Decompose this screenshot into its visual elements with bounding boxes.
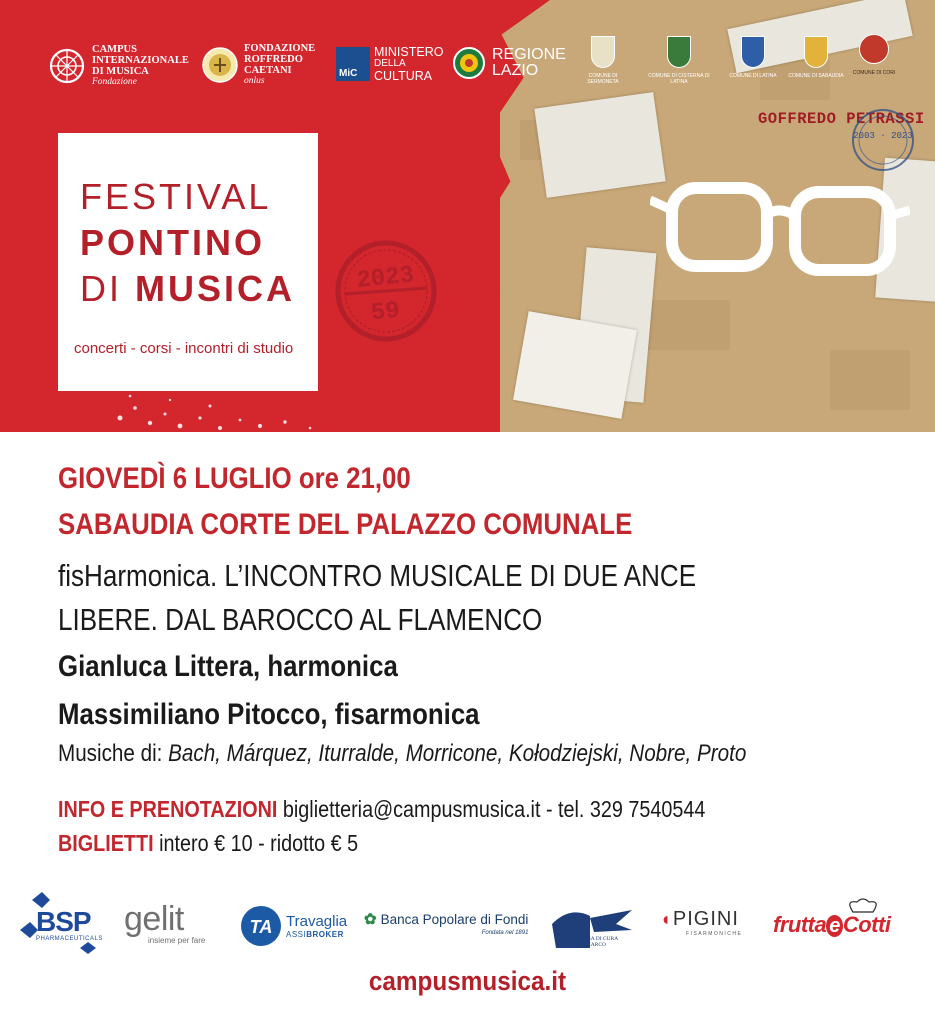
- festival-line2: PONTINO: [80, 222, 266, 263]
- regione-lazio-emblem-icon: [452, 46, 486, 80]
- ministero-line3: CULTURA: [374, 69, 433, 83]
- petrassi-name: GOFFREDO PETRASSI: [758, 110, 925, 128]
- stamp-year: 2023: [355, 262, 416, 295]
- caetani-logo: [202, 43, 315, 87]
- gelit-sub: insieme per fare: [148, 936, 206, 945]
- tickets-prices: intero € 10 - ridotto € 5: [153, 830, 359, 856]
- glasses-cutout: [650, 170, 910, 300]
- cisterna-crest-icon: [667, 36, 691, 68]
- tickets-label: BIGLIETTI: [58, 830, 154, 856]
- sponsor-travaglia: TA Travaglia ASSIBROKER: [240, 905, 347, 947]
- event-title-line1: fisHarmonica. L’INCONTRO MUSICALE DI DUE ANCE: [58, 558, 697, 593]
- pigini-logo-icon: ◖: [660, 909, 671, 929]
- banca-leaf-icon: ✿: [364, 911, 377, 928]
- frutta-word: frutta: [773, 912, 827, 937]
- festival-line3: DI MUSICA: [80, 268, 296, 309]
- info-contact: biglietteria@campusmusica.it - tel. 329 7540544: [277, 796, 706, 822]
- sermoneta-crest-icon: [591, 36, 615, 68]
- mic-icon: MiC: [336, 47, 370, 81]
- svg-text:TA: TA: [249, 917, 273, 937]
- edition-stamp: [333, 238, 439, 344]
- pigini-name: PIGINI: [672, 908, 739, 930]
- petrassi-years: 2003 · 2023: [853, 131, 913, 141]
- event-date: GIOVEDÌ 6 LUGLIO ore 21,00: [58, 462, 411, 495]
- ministero-line2: DELLA: [374, 58, 406, 69]
- festival-line1: FESTIVAL: [80, 176, 272, 217]
- regione-line1: REGIONE: [492, 46, 566, 63]
- gelit-name: gelit: [124, 900, 184, 938]
- comune-cori: COMUNE DI CORI: [848, 34, 900, 76]
- cori-crest-icon: [859, 34, 889, 64]
- campus-logo-line1: CAMPUS: [92, 44, 137, 55]
- cotti-word: Cotti: [842, 912, 891, 937]
- caetani-emblem-icon: [202, 45, 238, 85]
- sponsor-gelit: [124, 902, 205, 945]
- music-label: Musiche di:: [58, 740, 169, 767]
- comune-latina: COMUNE DI LATINA: [726, 36, 780, 79]
- sponsor-pigini: [660, 908, 742, 937]
- bsp-sub: PHARMACEUTICALS: [36, 936, 103, 942]
- campus-logo-line2: INTERNAZIONALE: [92, 55, 189, 66]
- sponsor-bsp: [20, 892, 110, 956]
- frutta-e: e: [826, 915, 843, 937]
- casa-line1: CASA DI CURA: [580, 936, 619, 942]
- banca-sub: Fondata nel 1891: [481, 930, 529, 936]
- comune-sabaudia: COMUNE DI SABAUDIA: [787, 36, 845, 79]
- campus-logo-sub: Fondazione: [92, 77, 137, 87]
- caetani-logo-line2: ROFFREDO: [244, 54, 303, 65]
- ministero-line1: MINISTERO: [374, 45, 444, 59]
- sponsor-banca-fondi: [364, 910, 528, 936]
- event-venue: SABAUDIA CORTE DEL PALAZZO COMUNALE: [58, 508, 633, 541]
- comune-cisterna: COMUNE DI CISTERNA DI LATINA: [640, 36, 718, 85]
- latina-crest-icon: [741, 36, 765, 68]
- info-label: INFO E PRENOTAZIONI: [58, 796, 278, 822]
- info-line: [58, 796, 705, 823]
- travaglia-name: Travaglia: [286, 912, 348, 930]
- petrassi-stamp: [847, 104, 919, 176]
- campus-logo: [48, 44, 189, 88]
- comune-sermoneta: COMUNE DI SERMONETA: [575, 36, 631, 85]
- caetani-logo-sub: onlus: [244, 76, 265, 86]
- campus-emblem-icon: [48, 47, 86, 85]
- caetani-logo-line3: CAETANI: [244, 65, 292, 76]
- travaglia-logo-icon: [240, 905, 282, 947]
- composers-line: [58, 740, 746, 768]
- festival-subtitle: concerti - corsi - incontri di studio: [74, 340, 294, 357]
- event-title-line2: LIBERE. DAL BAROCCO AL FLAMENCO: [58, 602, 543, 637]
- website-link[interactable]: campusmusica.it: [368, 966, 567, 996]
- sponsor-frutta-e-cotti: [773, 898, 913, 946]
- regione-line2: LAZIO: [492, 62, 539, 79]
- caetani-logo-line1: FONDAZIONE: [244, 43, 316, 54]
- ministero-logo: [336, 46, 443, 82]
- banca-name: Banca Popolare di Fondi: [380, 911, 529, 927]
- stamp-edition: 59: [369, 297, 402, 328]
- regione-logo: [452, 46, 566, 80]
- campus-logo-line3: DI MUSICA: [92, 66, 149, 77]
- tickets-line: [58, 830, 358, 857]
- casa-line2: S. MARCO: [580, 942, 606, 948]
- composers-list: Bach, Márquez, Iturralde, Morricone, Kołodziejski, Nobre, Proto: [168, 740, 747, 767]
- performer-2: Massimiliano Pitocco, fisarmonica: [58, 698, 480, 731]
- pigini-sub: FISARMONICHE: [686, 931, 743, 937]
- bsp-name: BSP: [36, 906, 91, 937]
- performer-1: Gianluca Littera, harmonica: [58, 650, 398, 683]
- sponsor-casa-di-cura: [550, 902, 634, 950]
- sabaudia-crest-icon: [804, 36, 828, 68]
